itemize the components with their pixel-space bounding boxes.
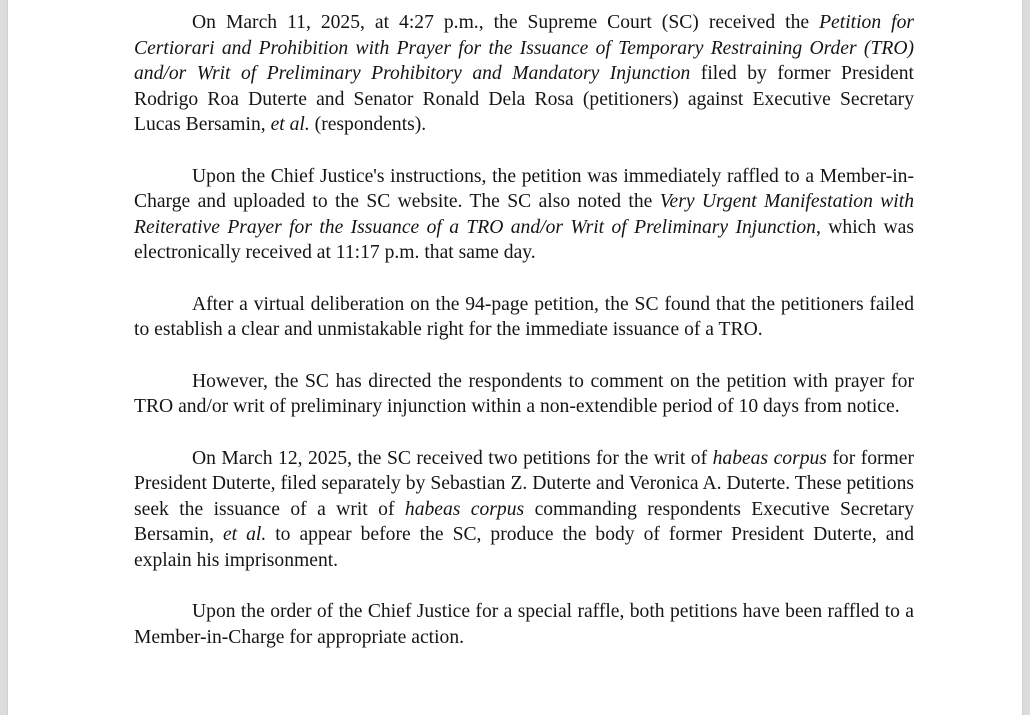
text-segment: On March 11, 2025, at 4:27 p.m., the Supreme Court (SC) received the bbox=[192, 12, 820, 33]
text-segment: Upon the order of the Chief Justice for a special raffle, both petitions have been raffled to a Member-in-Charge for appropriate action. bbox=[134, 601, 914, 648]
italic-text-segment: habeas corpus bbox=[404, 498, 525, 520]
text-segment: , which was electronically received at 11:17 p.m. that same day. bbox=[134, 216, 914, 263]
text-segment: for former President Duterte, filed separately by Sebastian Z. Duterte and Veronica A. Duterte. These petitions seek the issuance of a writ of bbox=[134, 447, 915, 520]
text-segment: However, the SC has directed the respondents to comment on the petition with prayer for TRO and/or writ of preliminary injunction within a non-extendible period of 10 days from notice. bbox=[134, 370, 914, 417]
italic-text-segment: Petition for Certiorari and Prohibition with Prayer for the Issuance of Temporary Restraining Order (TRO) and/or Writ of Preliminary Prohibitory and Mandatory Injunction bbox=[134, 12, 914, 84]
italic-text-segment: Very Urgent Manifestation with Reiterative Prayer for the Issuance of a TRO and/or Writ of Preliminary Injunction bbox=[134, 191, 914, 238]
text-segment: commanding respondents Executive Secretary Bersamin, bbox=[134, 498, 914, 545]
italic-text-segment: et al. bbox=[222, 524, 267, 545]
paragraph-raffled-member-in-charge bbox=[134, 164, 914, 266]
paragraph-tro-denied bbox=[134, 292, 914, 343]
document-page bbox=[8, 0, 1022, 715]
text-segment: Upon the Chief Justice's instructions, the petition was immediately raffled to a Member-in-Charge and uploaded to the SC website. The SC also noted the bbox=[134, 165, 914, 212]
document-body bbox=[134, 10, 914, 650]
italic-text-segment: et al. bbox=[270, 114, 310, 135]
text-segment: to appear before the SC, produce the body of former President Duterte, and explain his imprisonment. bbox=[134, 524, 914, 571]
text-segment: filed by former President Rodrigo Roa Duterte and Senator Ronald Dela Rosa (petitioners) against Executive Secretary Lucas Bersamin, bbox=[134, 63, 914, 135]
text-segment: After a virtual deliberation on the 94-page petition, the SC found that the petitioners failed to establish a clear and unmistakable right for the immediate issuance of a TRO. bbox=[134, 293, 914, 340]
text-segment: On March 12, 2025, the SC received two petitions for the writ of bbox=[192, 447, 713, 469]
italic-text-segment: habeas corpus bbox=[712, 447, 827, 469]
paragraph-sc-received-petition bbox=[134, 10, 914, 138]
paragraph-respondents-comment bbox=[134, 369, 914, 420]
paragraph-habeas-corpus-petitions bbox=[134, 446, 914, 574]
text-segment: (respondents). bbox=[309, 114, 427, 135]
paragraph-special-raffle bbox=[134, 599, 914, 650]
